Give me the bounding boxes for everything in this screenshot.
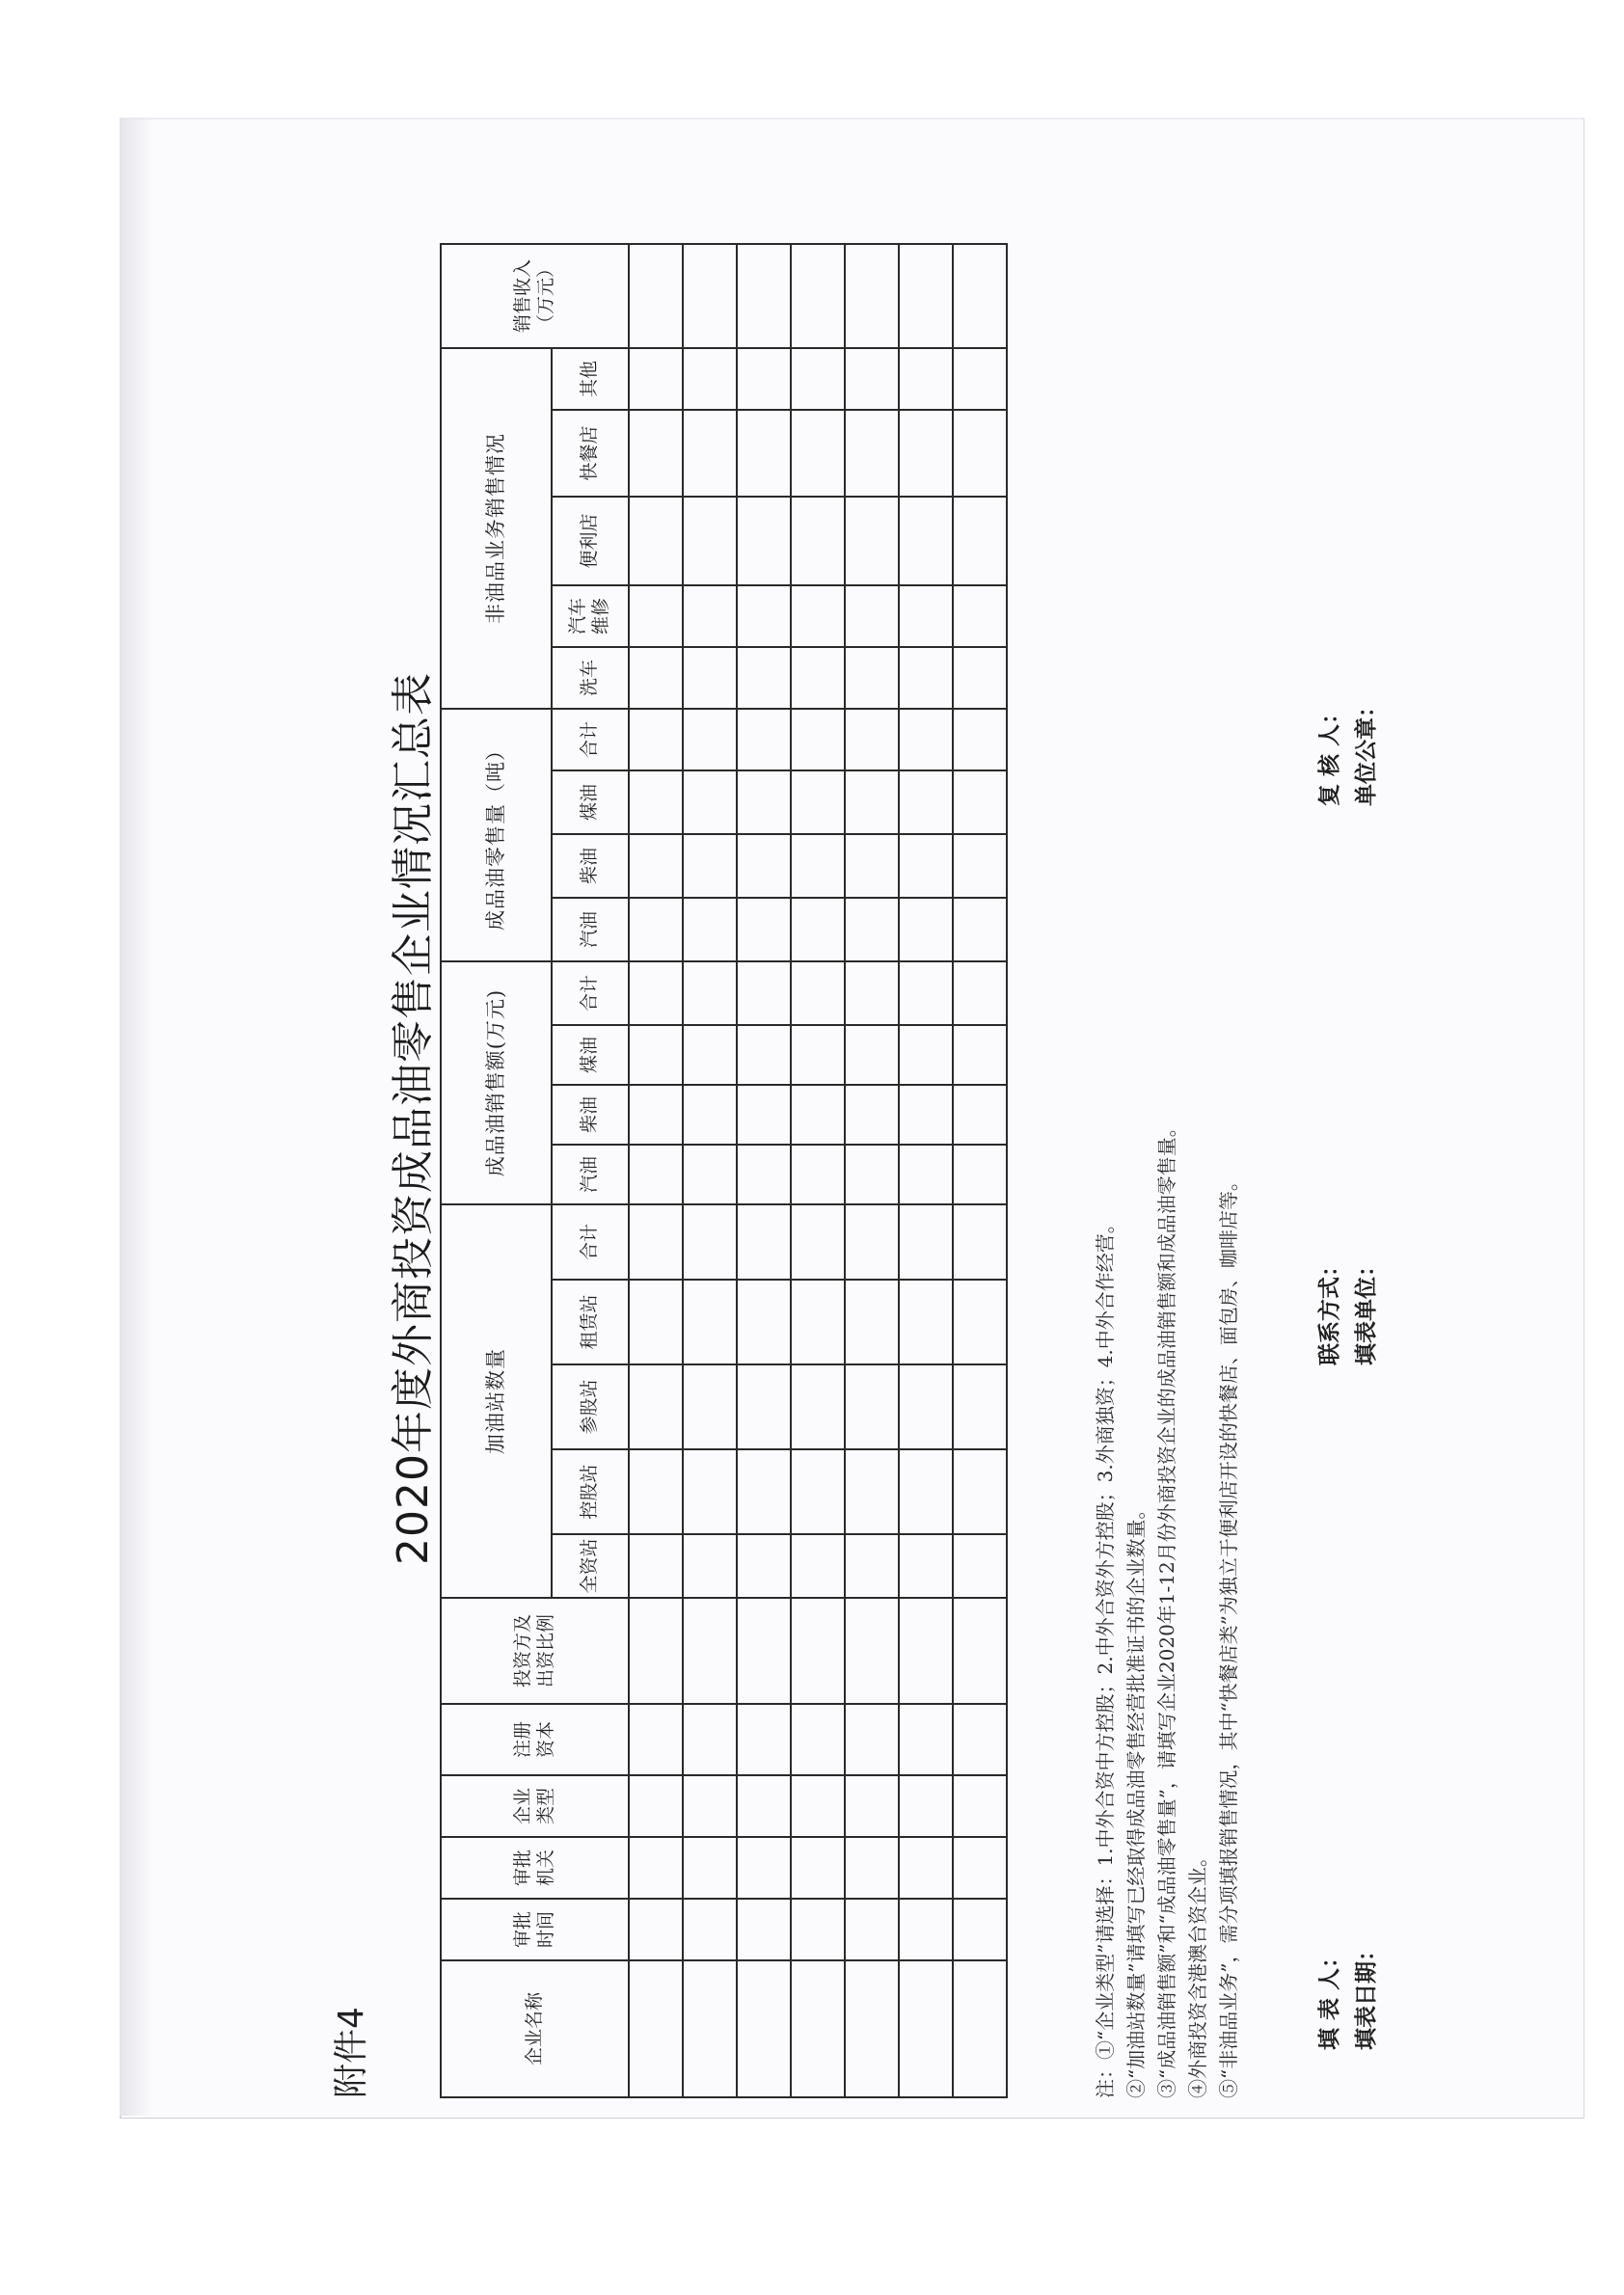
- table-cell: [791, 1085, 845, 1145]
- table-cell: [737, 348, 791, 410]
- table-cell: [845, 1145, 899, 1204]
- table-cell: [683, 1449, 737, 1534]
- table-cell: [899, 1085, 953, 1145]
- table-cell: [953, 1704, 1007, 1775]
- table-cell: [845, 1280, 899, 1364]
- table-cell: [683, 1025, 737, 1085]
- header-sales-kerosene: 煤油: [552, 1025, 629, 1085]
- note-line: ③“成品油销售额”和“成品油零售量”，请填写企业2020年1-12月份外商投资企业的成品油销售额和成品油零售量。: [1155, 1118, 1178, 2098]
- table-cell: [845, 647, 899, 709]
- table-cell: [845, 410, 899, 497]
- table-cell: [629, 834, 683, 898]
- header-volume-kerosene: 煤油: [552, 770, 629, 834]
- header-sales-total: 合计: [552, 961, 629, 1025]
- note-line: ②“加油站数量”请填写已经取得成品油零售经营批准证书的企业数量。: [1124, 1499, 1148, 2098]
- table-cell: [737, 1280, 791, 1364]
- table-cell: [845, 1085, 899, 1145]
- header-sales-revenue: 销售收入 （万元）: [441, 244, 629, 348]
- table-cell: [953, 898, 1007, 961]
- reviewer-label: 复 核 人：: [1316, 701, 1342, 806]
- table-cell: [629, 1960, 683, 2097]
- header-other: 其他: [552, 348, 629, 410]
- table-cell: [791, 1449, 845, 1534]
- table-cell: [899, 1960, 953, 2097]
- table-cell: [845, 244, 899, 348]
- table-cell: [899, 834, 953, 898]
- table-cell: [899, 1775, 953, 1837]
- table-cell: [953, 1598, 1007, 1704]
- table-cell: [845, 709, 899, 770]
- table-cell: [629, 1598, 683, 1704]
- table-cell: [845, 1899, 899, 1960]
- table-row: [845, 244, 899, 2097]
- table-cell: [683, 1145, 737, 1204]
- note-line: ④外商投资含港澳台资企业。: [1186, 1848, 1209, 2098]
- header-volume-total: 合计: [552, 709, 629, 770]
- table-row: [899, 244, 953, 2097]
- document-title: 2020年度外商投资成品油零售企业情况汇总表: [389, 672, 438, 1565]
- table-cell: [791, 497, 845, 585]
- table-cell: [899, 1025, 953, 1085]
- table-cell: [791, 1364, 845, 1449]
- table-cell: [845, 898, 899, 961]
- table-cell: [953, 1960, 1007, 2097]
- header-retail-volume: 成品油零售量（吨）: [441, 709, 552, 961]
- table-cell: [953, 1025, 1007, 1085]
- table-cell: [899, 961, 953, 1025]
- table-cell: [791, 1899, 845, 1960]
- table-cell: [899, 709, 953, 770]
- table-cell: [737, 1899, 791, 1960]
- summary-table: [440, 243, 1008, 2098]
- table-cell: [629, 1775, 683, 1837]
- table-cell: [953, 1449, 1007, 1534]
- table-cell: [683, 1598, 737, 1704]
- table-cell: [791, 709, 845, 770]
- table-cell: [683, 1280, 737, 1364]
- table-cell: [629, 961, 683, 1025]
- table-cell: [845, 1775, 899, 1837]
- table-cell: [737, 1704, 791, 1775]
- table-cell: [629, 709, 683, 770]
- note-line: 注：①“企业类型”请选择：1.中外合资中方控股；2.中外合资外方控股；3.外商独资；4.中外合作经营。: [1094, 1214, 1117, 2098]
- table-cell: [899, 770, 953, 834]
- table-cell: [683, 961, 737, 1025]
- header-approval-authority: 审批 机关: [441, 1837, 629, 1899]
- table-cell: [791, 770, 845, 834]
- table-cell: [737, 585, 791, 647]
- note-line: ⑤“非油品业务”，需分项填报销售情况，其中“快餐店类”为独立于便利店开设的快餐店、面包房、咖啡店等。: [1217, 1172, 1240, 2098]
- table-cell: [953, 647, 1007, 709]
- table-cell: [899, 348, 953, 410]
- table-cell: [683, 348, 737, 410]
- table-cell: [791, 410, 845, 497]
- table-cell: [683, 898, 737, 961]
- table-cell: [845, 585, 899, 647]
- table-cell: [845, 348, 899, 410]
- table-cell: [899, 585, 953, 647]
- table-cell: [737, 647, 791, 709]
- table-cell: [629, 1204, 683, 1280]
- table-cell: [791, 1025, 845, 1085]
- table-cell: [791, 1837, 845, 1899]
- header-non-oil-business: 非油品业务销售情况: [441, 348, 552, 709]
- table-cell: [629, 1534, 683, 1598]
- table-row: [791, 244, 845, 2097]
- table-cell: [683, 647, 737, 709]
- table-cell: [629, 497, 683, 585]
- header-registered-capital: 注册 资本: [441, 1704, 629, 1775]
- table-cell: [953, 834, 1007, 898]
- table-cell: [791, 1204, 845, 1280]
- table-cell: [845, 834, 899, 898]
- table-cell: [683, 1837, 737, 1899]
- table-cell: [845, 1364, 899, 1449]
- table-cell: [845, 497, 899, 585]
- table-row: [953, 244, 1007, 2097]
- table-cell: [629, 1704, 683, 1775]
- unit-seal-label: 单位公章：: [1353, 695, 1379, 806]
- table-cell: [737, 1598, 791, 1704]
- table-cell: [737, 497, 791, 585]
- header-station-leased: 租赁站: [552, 1280, 629, 1364]
- table-cell: [683, 1364, 737, 1449]
- table-cell: [629, 1145, 683, 1204]
- table-cell: [899, 1899, 953, 1960]
- table-row: [737, 244, 791, 2097]
- header-convenience-store: 便利店: [552, 497, 629, 585]
- table-cell: [953, 961, 1007, 1025]
- table-cell: [629, 244, 683, 348]
- table-cell: [683, 709, 737, 770]
- table-cell: [737, 961, 791, 1025]
- table-cell: [629, 1837, 683, 1899]
- table-cell: [683, 1775, 737, 1837]
- table-cell: [953, 1204, 1007, 1280]
- table-cell: [899, 497, 953, 585]
- table-cell: [953, 1145, 1007, 1204]
- table-cell: [845, 1204, 899, 1280]
- table-cell: [791, 834, 845, 898]
- table-cell: [791, 1598, 845, 1704]
- table-cell: [791, 1960, 845, 2097]
- fill-unit-label: 填表单位：: [1353, 1255, 1379, 1365]
- table-cell: [845, 770, 899, 834]
- header-approval-time: 审批 时间: [441, 1899, 629, 1960]
- table-cell: [791, 647, 845, 709]
- table-cell: [953, 1085, 1007, 1145]
- table-cell: [683, 1085, 737, 1145]
- table-cell: [953, 709, 1007, 770]
- table-cell: [629, 1899, 683, 1960]
- table-cell: [683, 1899, 737, 1960]
- table-cell: [737, 1025, 791, 1085]
- header-station-shareholding: 参股站: [552, 1364, 629, 1449]
- table-cell: [629, 1364, 683, 1449]
- table-cell: [629, 410, 683, 497]
- table-cell: [845, 1704, 899, 1775]
- table-cell: [683, 585, 737, 647]
- table-cell: [791, 898, 845, 961]
- table-cell: [791, 1704, 845, 1775]
- header-sales-amount: 成品油销售额(万元): [441, 961, 552, 1204]
- fill-date-label: 填表日期：: [1353, 1939, 1379, 2050]
- table-cell: [791, 961, 845, 1025]
- table-cell: [737, 244, 791, 348]
- table-cell: [683, 410, 737, 497]
- header-station-wholly-owned: 全资站: [552, 1534, 629, 1598]
- table-cell: [683, 1534, 737, 1598]
- table-cell: [791, 244, 845, 348]
- table-cell: [737, 1837, 791, 1899]
- header-car-wash: 洗车: [552, 647, 629, 709]
- table-cell: [791, 1280, 845, 1364]
- table-cell: [899, 1534, 953, 1598]
- header-investment-method: 投资方及 出资比例: [441, 1598, 629, 1704]
- table-cell: [899, 647, 953, 709]
- header-enterprise-name: 企业名称: [441, 1960, 629, 2097]
- table-cell: [737, 770, 791, 834]
- table-cell: [899, 244, 953, 348]
- table-cell: [845, 1598, 899, 1704]
- header-sales-diesel: 柴油: [552, 1085, 629, 1145]
- table-cell: [899, 898, 953, 961]
- table-cell: [737, 1775, 791, 1837]
- table-cell: [845, 1534, 899, 1598]
- header-station-count: 加油站数量: [441, 1204, 552, 1598]
- header-sales-gasoline: 汽油: [552, 1145, 629, 1204]
- table-cell: [737, 834, 791, 898]
- table-cell: [791, 1534, 845, 1598]
- filler-label: 填 表 人：: [1316, 1945, 1342, 2050]
- table-cell: [791, 1145, 845, 1204]
- table-cell: [629, 647, 683, 709]
- table-cell: [953, 1534, 1007, 1598]
- table-cell: [899, 1449, 953, 1534]
- table-cell: [953, 1280, 1007, 1364]
- header-station-controlled: 控股站: [552, 1449, 629, 1534]
- table-cell: [629, 1085, 683, 1145]
- table-cell: [629, 1449, 683, 1534]
- table-cell: [683, 1960, 737, 2097]
- attachment-label: 附件4: [332, 2007, 371, 2098]
- table-cell: [845, 1449, 899, 1534]
- table-cell: [737, 1145, 791, 1204]
- table-cell: [683, 497, 737, 585]
- table-row: [683, 244, 737, 2097]
- table-cell: [899, 1598, 953, 1704]
- table-cell: [791, 1775, 845, 1837]
- table-cell: [737, 1085, 791, 1145]
- table-cell: [899, 1704, 953, 1775]
- table-cell: [737, 1204, 791, 1280]
- table-cell: [683, 770, 737, 834]
- table-cell: [629, 585, 683, 647]
- header-fast-food: 快餐店: [552, 410, 629, 497]
- contact-label: 联系方式：: [1316, 1255, 1342, 1365]
- table-cell: [899, 1204, 953, 1280]
- table-cell: [845, 961, 899, 1025]
- table-cell: [899, 1145, 953, 1204]
- header-volume-diesel: 柴油: [552, 834, 629, 898]
- table-row: [629, 244, 683, 2097]
- table-cell: [953, 1775, 1007, 1837]
- table-cell: [899, 1280, 953, 1364]
- table-cell: [629, 1025, 683, 1085]
- table-cell: [683, 834, 737, 898]
- header-volume-gasoline: 汽油: [552, 898, 629, 961]
- table-cell: [845, 1837, 899, 1899]
- header-enterprise-type: 企业 类型: [441, 1775, 629, 1837]
- table-cell: [953, 1364, 1007, 1449]
- table-cell: [737, 1449, 791, 1534]
- table-cell: [737, 1364, 791, 1449]
- table-cell: [683, 1704, 737, 1775]
- table-cell: [899, 1364, 953, 1449]
- header-car-repair: 汽车 维修: [552, 585, 629, 647]
- table-cell: [737, 898, 791, 961]
- table-cell: [737, 709, 791, 770]
- table-cell: [953, 1899, 1007, 1960]
- table-cell: [629, 1280, 683, 1364]
- table-cell: [791, 585, 845, 647]
- table-cell: [737, 410, 791, 497]
- table-cell: [683, 244, 737, 348]
- table-cell: [953, 1837, 1007, 1899]
- table-cell: [629, 898, 683, 961]
- table-cell: [953, 410, 1007, 497]
- table-cell: [845, 1960, 899, 2097]
- table-cell: [737, 1960, 791, 2097]
- table-cell: [953, 770, 1007, 834]
- table-cell: [629, 770, 683, 834]
- table-cell: [683, 1204, 737, 1280]
- table-cell: [737, 1534, 791, 1598]
- table-body: [629, 244, 1007, 2097]
- table-cell: [791, 348, 845, 410]
- table-cell: [899, 1837, 953, 1899]
- table-cell: [953, 497, 1007, 585]
- table-cell: [845, 1025, 899, 1085]
- table-cell: [953, 348, 1007, 410]
- table-cell: [953, 585, 1007, 647]
- rotated-form: [135, 120, 1597, 2118]
- table-cell: [629, 348, 683, 410]
- table-cell: [899, 410, 953, 497]
- notes-block: [1090, 555, 1244, 2098]
- table-cell: [953, 244, 1007, 348]
- header-station-total: 合计: [552, 1204, 629, 1280]
